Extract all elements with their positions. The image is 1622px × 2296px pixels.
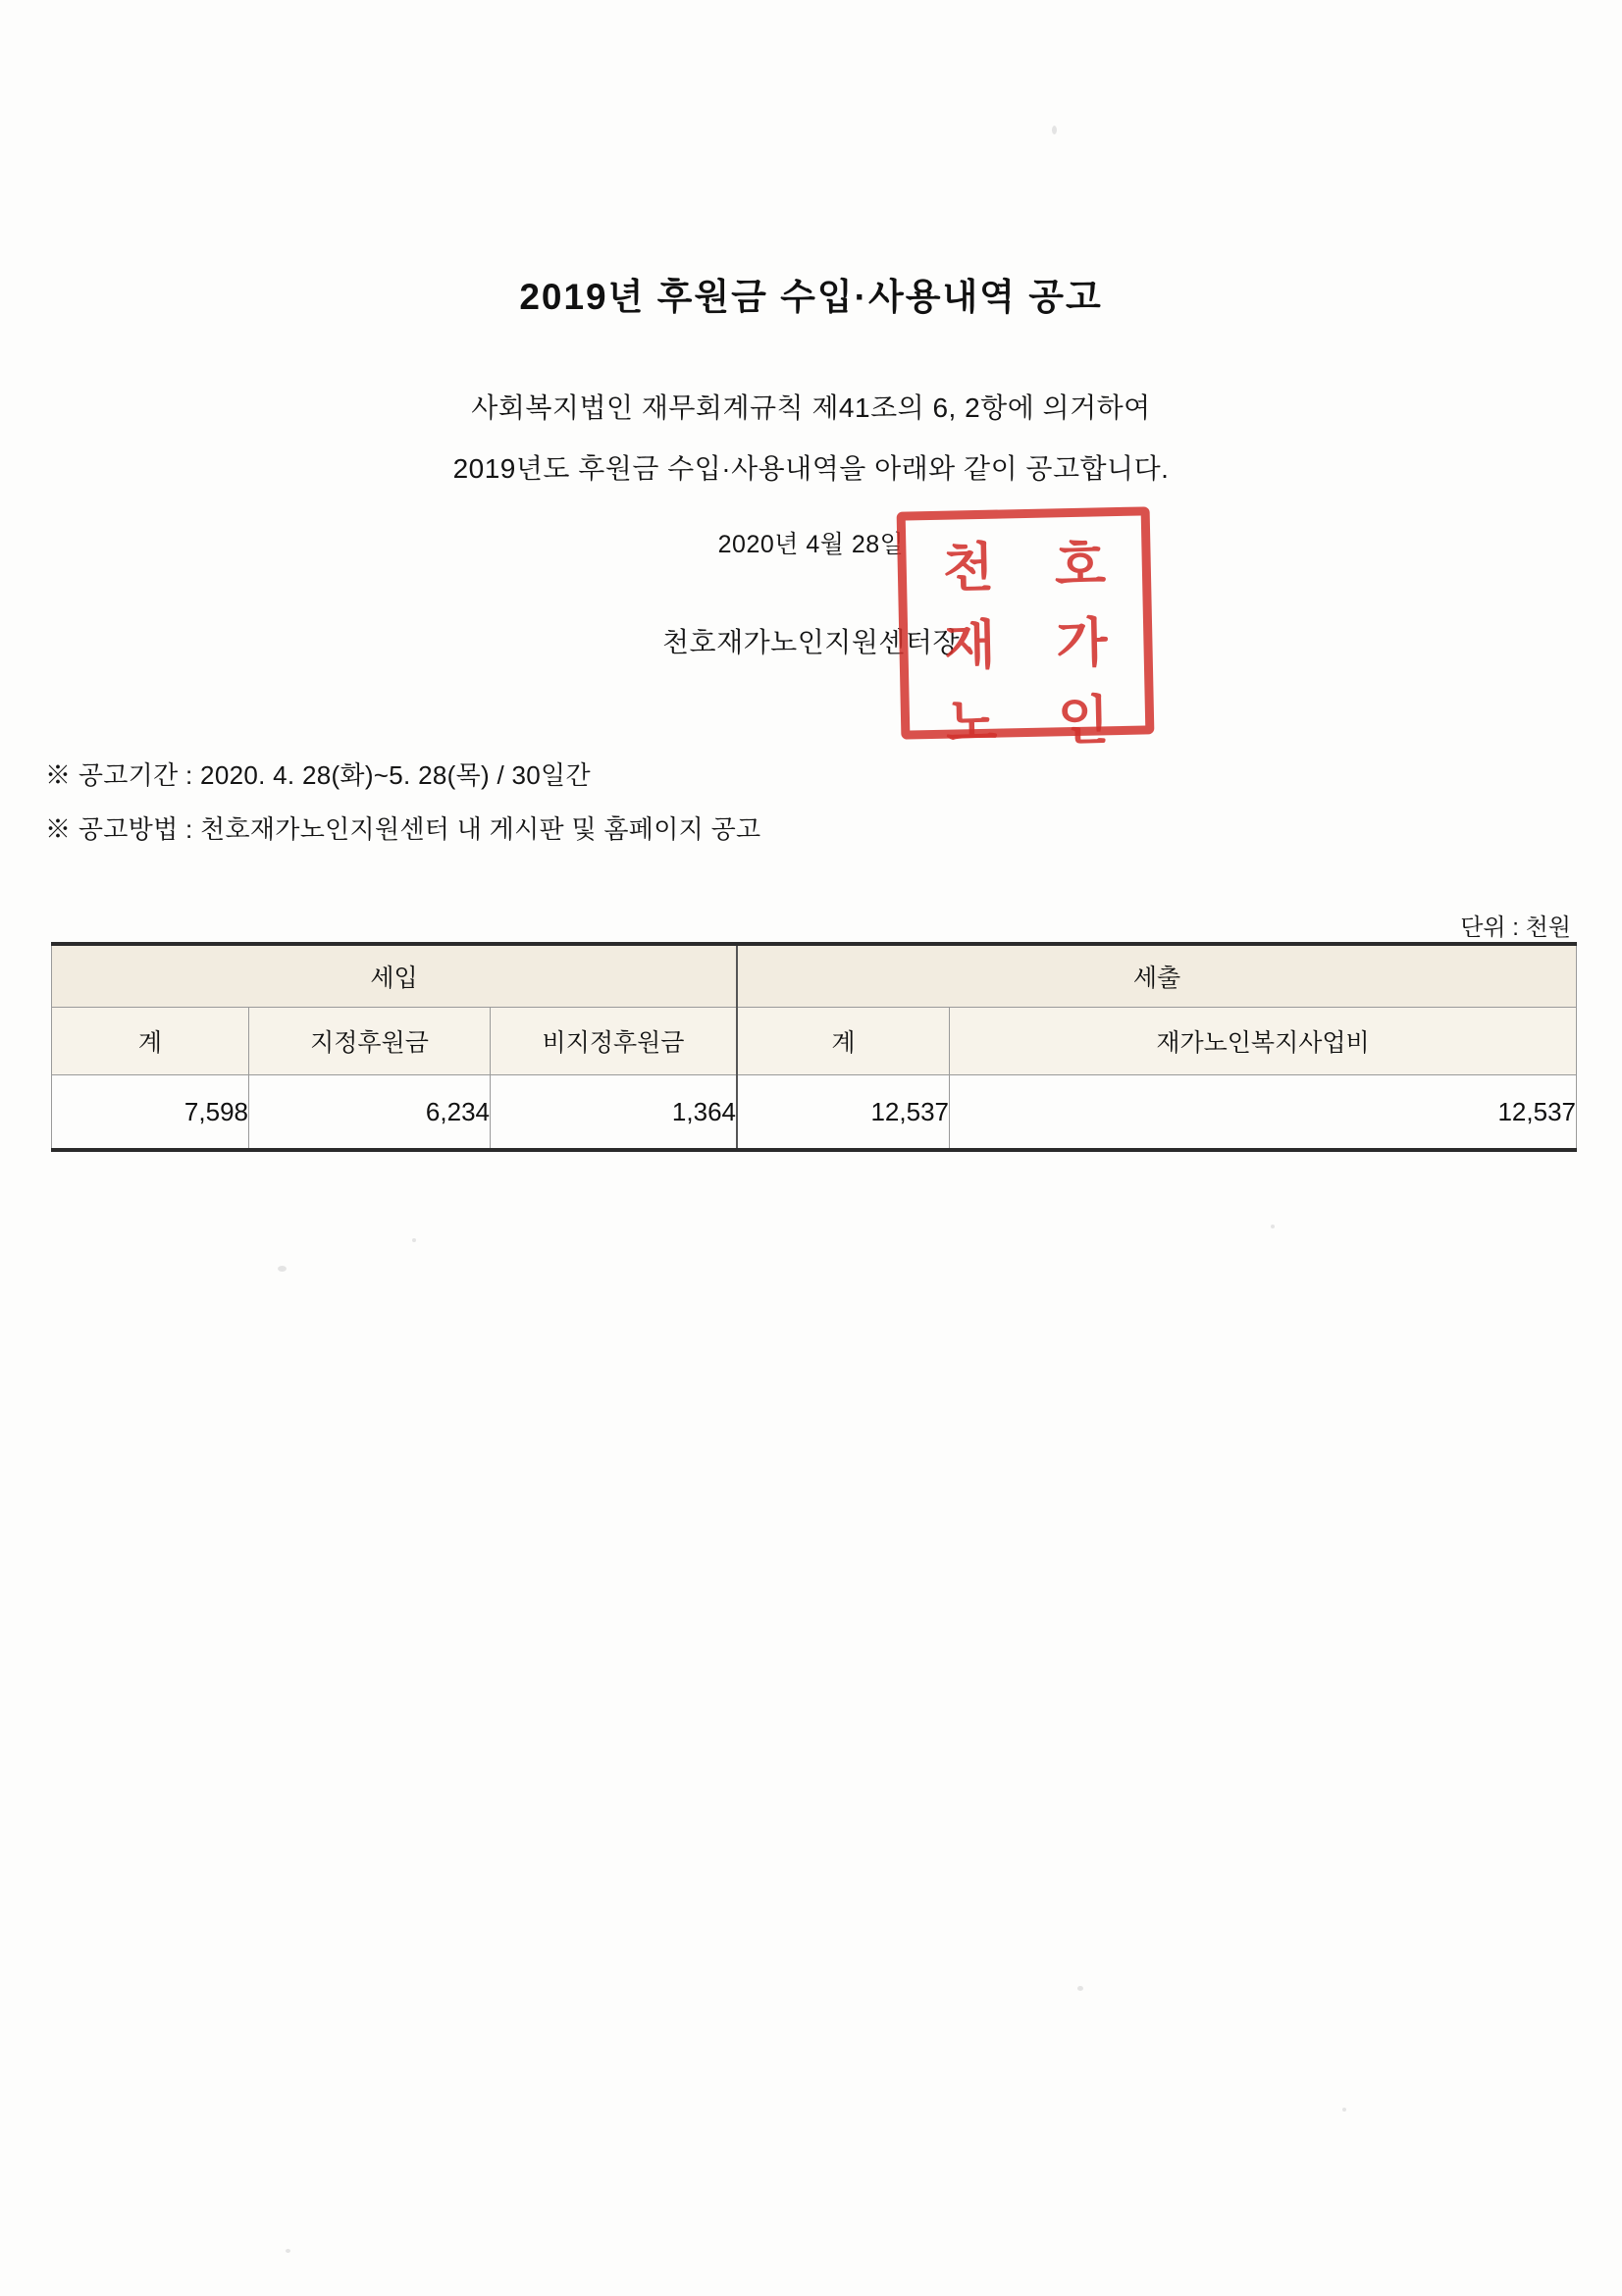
official-seal-stamp <box>897 506 1155 755</box>
cell-expenditure-total: 12,537 <box>737 1075 950 1151</box>
column-header-elderly-welfare-project: 재가노인복지사업비 <box>950 1008 1577 1075</box>
announcement-date: 2020년 4월 28일 <box>717 531 905 558</box>
scan-speck <box>1077 1986 1083 1991</box>
column-header-designated: 지정후원금 <box>249 1008 491 1075</box>
seal-characters <box>913 523 1138 755</box>
intro-paragraph <box>0 378 1622 499</box>
intro-line-1: 사회복지법인 재무회계규칙 제41조의 6, 2항에 의거하여 <box>471 392 1151 423</box>
seal-char: 가 <box>1055 611 1109 675</box>
intro-line-2: 2019년도 후원금 수입·사용내역을 아래와 같이 공고합니다. <box>452 453 1170 484</box>
seal-char: 인 <box>1057 689 1110 753</box>
table-group-header-row <box>52 944 1577 1008</box>
scan-speck <box>278 1266 287 1272</box>
unit-label: 단위 : 천원 <box>1460 914 1571 941</box>
seal-char: 노 <box>945 691 998 755</box>
scan-speck <box>1052 126 1057 134</box>
seal-char: 호 <box>1054 534 1107 598</box>
group-header-expenditure: 세출 <box>737 944 1577 1008</box>
donation-summary-table <box>51 942 1577 1152</box>
column-header-expenditure-total: 계 <box>737 1008 950 1075</box>
scan-speck <box>1271 1225 1275 1228</box>
scan-speck <box>286 2249 290 2253</box>
table-row <box>52 1075 1577 1151</box>
cell-elderly-welfare-project: 12,537 <box>950 1075 1577 1151</box>
seal-char: 재 <box>943 613 997 677</box>
column-header-revenue-total: 계 <box>52 1008 249 1075</box>
organization-name: 천호재가노인지원센터장 <box>661 627 961 657</box>
note-announcement-method: ※ 공고방법 : 천호재가노인지원센터 내 게시판 및 홈페이지 공고 <box>45 814 761 844</box>
note-announcement-period: ※ 공고기간 : 2020. 4. 28(화)~5. 28(목) / 30일간 <box>45 760 591 790</box>
scan-speck <box>1342 2108 1346 2112</box>
seal-char: 천 <box>942 536 995 600</box>
cell-designated: 6,234 <box>249 1075 491 1151</box>
column-header-undesignated: 비지정후원금 <box>491 1008 738 1075</box>
page-title: 2019년 후원금 수입·사용내역 공고 <box>519 277 1103 317</box>
cell-revenue-total: 7,598 <box>52 1075 249 1151</box>
table-column-header-row <box>52 1008 1577 1075</box>
scan-speck <box>412 1238 416 1242</box>
group-header-revenue: 세입 <box>52 944 738 1008</box>
cell-undesignated: 1,364 <box>491 1075 738 1151</box>
